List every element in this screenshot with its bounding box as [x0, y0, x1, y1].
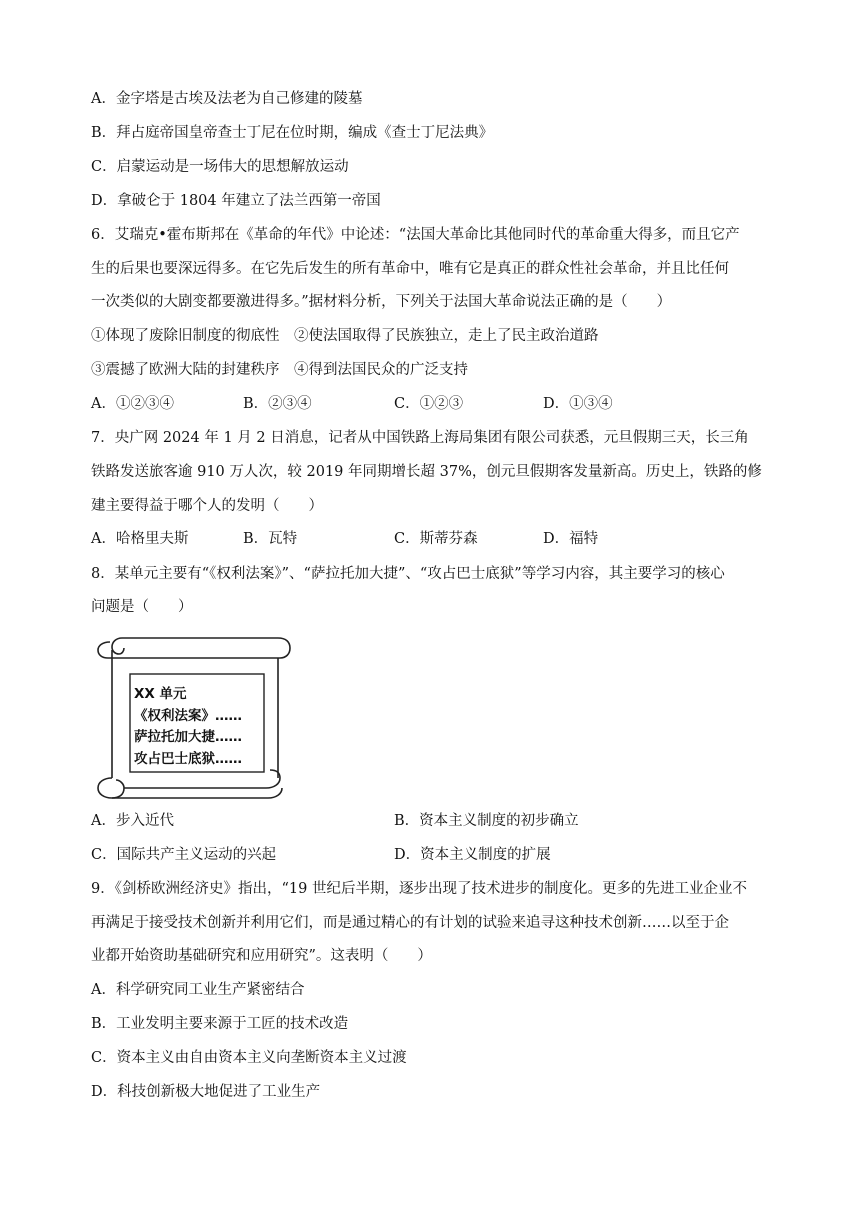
- q8-option-c: C．国际共产主义运动的兴起: [91, 847, 277, 863]
- q7-stem-line-1: 7．央广网 2024 年 1 月 2 日消息，记者从中国铁路上海局集团有限公司获悉，元旦假期三天，长三角: [91, 430, 749, 446]
- q5-option-c: C．启蒙运动是一场伟大的思想解放运动: [91, 159, 349, 175]
- q9-option-b: B．工业发明主要来源于工匠的技术改造: [91, 1016, 349, 1032]
- q7-option-a: A．哈格里夫斯: [91, 531, 189, 547]
- q9-stem-line-1: 9．《剑桥欧洲经济史》指出，“19 世纪后半期，逐步出现了技术进步的制度化。更多的先进工业企业不: [91, 881, 747, 897]
- q6-stem-line-1: 6．艾瑞克•霍布斯邦在《革命的年代》中论述：“法国大革命比其他同时代的革命重大得多，而且它产: [91, 227, 740, 243]
- q6-options: [91, 394, 791, 414]
- q5-option-d: D．拿破仑于 1804 年建立了法兰西第一帝国: [91, 193, 381, 209]
- q8-option-b: B．资本主义制度的初步确立: [394, 813, 579, 829]
- q9-stem-line-2: 再满足于接受技术创新并利用它们，而是通过精心的有计划的试验来追寻这种技术创新……以至于企: [91, 915, 729, 931]
- q8-options-row-1: [91, 811, 791, 831]
- q7-option-d: D．福特: [543, 531, 599, 547]
- q6-option-a: A．①②③④: [91, 396, 174, 412]
- scroll-line-4: 攻占巴士底狱……: [134, 750, 242, 767]
- q6-option-b: B．②③④: [243, 396, 312, 412]
- q9-option-d: D．科技创新极大地促进了工业生产: [91, 1084, 321, 1100]
- q8-options-row-2: [91, 845, 791, 865]
- q9-option-a: A．科学研究同工业生产紧密结合: [91, 982, 305, 998]
- q7-stem-line-2: 铁路发送旅客逾 910 万人次，较 2019 年同期增长超 37%，创元旦假期客发量新高。历史上，铁路的修: [91, 464, 762, 480]
- q7-option-b: B．瓦特: [243, 531, 298, 547]
- q8-stem-line-2: 问题是（ ）: [91, 599, 193, 615]
- q8-option-a: A．步入近代: [91, 813, 174, 829]
- q9-stem-line-3: 业都开始资助基础研究和应用研究”。这表明（ ）: [91, 948, 432, 964]
- q5-option-b: B．拜占庭帝国皇帝查士丁尼在位时期，编成《查士丁尼法典》: [91, 125, 494, 141]
- q6-option-d: D．①③④: [543, 396, 613, 412]
- scroll-line-1: XX 单元: [134, 686, 187, 702]
- q6-option-c: C．①②③: [394, 396, 464, 412]
- q7-options: [91, 529, 791, 549]
- q5-option-a: A．金字塔是古埃及法老为自己修建的陵墓: [91, 91, 363, 107]
- q8-option-d: D．资本主义制度的扩展: [394, 847, 551, 863]
- q9-option-c: C．资本主义由自由资本主义向垄断资本主义过渡: [91, 1050, 407, 1066]
- q8-stem-line-1: 8．某单元主要有“《权利法案》”、“萨拉托加大捷”、“攻占巴士底狱”等学习内容，其主要学习的核心: [91, 566, 725, 582]
- q6-stem-line-3: 一次类似的大剧变都要激进得多。”据材料分析，下列关于法国大革命说法正确的是（ ）: [91, 294, 672, 310]
- q6-items-row-1: ①体现了废除旧制度的彻底性 ②使法国取得了民族独立，走上了民主政治道路: [91, 328, 599, 344]
- scroll-text: [134, 684, 242, 770]
- scroll-line-2: 《权利法案》……: [134, 707, 242, 724]
- q7-option-c: C．斯蒂芬森: [394, 531, 478, 547]
- q6-items-row-2: ③震撼了欧洲大陆的封建秩序 ④得到法国民众的广泛支持: [91, 362, 468, 378]
- scroll-line-3: 萨拉托加大捷……: [134, 729, 242, 745]
- q6-stem-line-2: 生的后果也要深远得多。在它先后发生的所有革命中，唯有它是真正的群众性社会革命，并且比任何: [91, 261, 729, 277]
- q7-stem-line-3: 建主要得益于哪个人的发明（ ）: [91, 498, 323, 514]
